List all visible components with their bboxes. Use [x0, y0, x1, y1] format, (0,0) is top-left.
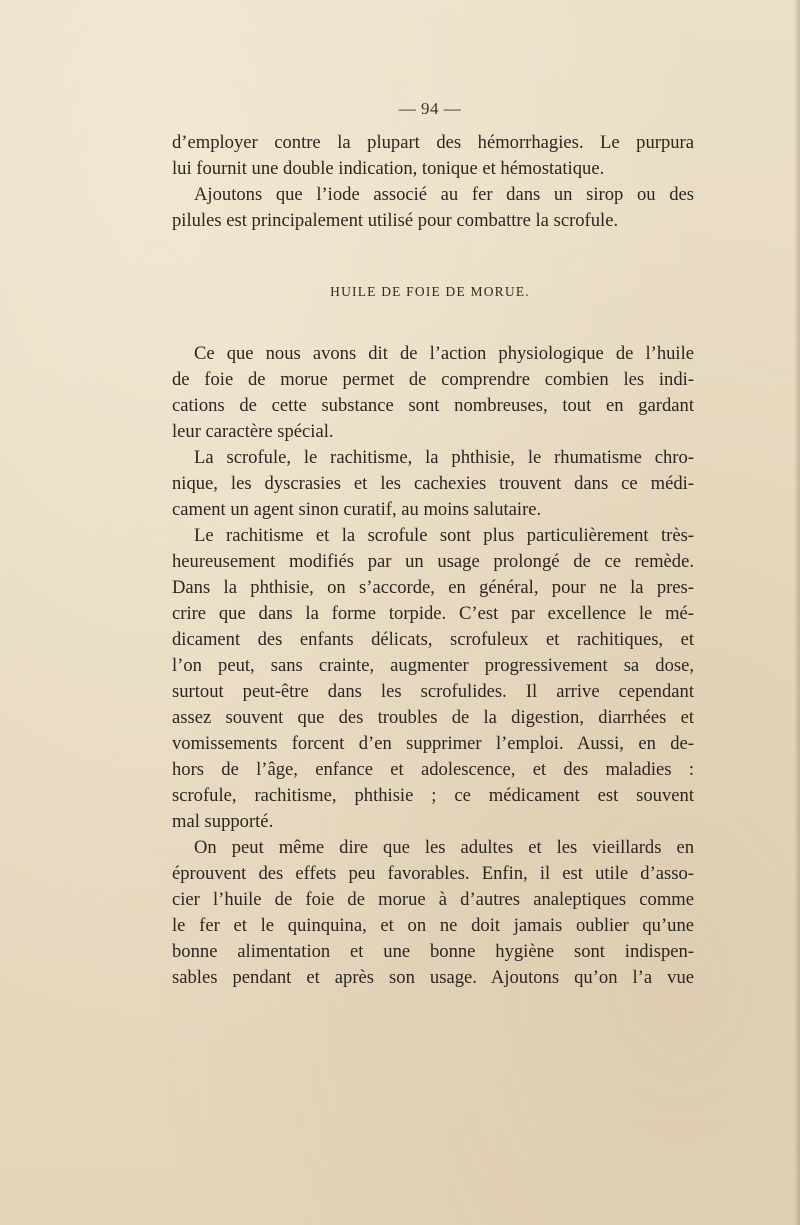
text-line: l’on peut, sans crainte, augmenter progressivement sa dose, — [172, 655, 694, 676]
section-heading: HUILE DE FOIE DE MORUE. — [330, 284, 530, 299]
text-line: hors de l’âge, enfance et adolescence, et des maladies : — [172, 759, 694, 780]
text-line: On peut même dire que les adultes et les vieillards en — [194, 837, 694, 858]
text-line: vomissements forcent d’en supprimer l’emploi. Aussi, en de- — [172, 733, 694, 754]
text-line: nique, les dyscrasies et les cachexies trouvent dans ce médi- — [172, 473, 694, 494]
text-line: Ce que nous avons dit de l’action physiologique de l’huile — [194, 343, 694, 364]
text-line: cier l’huile de foie de morue à d’autres analeptiques comme — [172, 889, 694, 910]
text-line: heureusement modifiés par un usage prolongé de ce remède. — [172, 551, 694, 572]
intro-paragraphs — [172, 130, 694, 234]
text-line: de foie de morue permet de comprendre combien les indi- — [172, 369, 694, 390]
body-paragraphs — [172, 341, 694, 991]
text-line: scrofule, rachitisme, phthisie ; ce médicament est souvent — [172, 785, 694, 806]
text-line: Ajoutons que l’iode associé au fer dans un sirop ou des — [194, 184, 694, 205]
text-line: dicament des enfants délicats, scrofuleux et rachitiques, et — [172, 629, 694, 650]
page-number: — 94 — — [398, 99, 462, 118]
text-line: Le rachitisme et la scrofule sont plus particulièrement très- — [194, 525, 694, 546]
text-line: cament un agent sinon curatif, au moins salutaire. — [172, 499, 542, 520]
text-line: crire que dans la forme torpide. C’est par excellence le mé- — [172, 603, 694, 624]
text-line: lui fournit une double indication, tonique et hémostatique. — [172, 158, 605, 179]
text-line: d’employer contre la plupart des hémorrhagies. Le purpura — [172, 132, 694, 153]
text-line: mal supporté. — [172, 811, 274, 832]
text-line: bonne alimentation et une bonne hygiène sont indispen- — [172, 941, 694, 962]
text-line: éprouvent des effets peu favorables. Enfin, il est utile d’asso- — [172, 863, 694, 884]
text-line: Dans la phthisie, on s’accorde, en général, pour ne la pres- — [172, 577, 694, 598]
text-line: pilules est principalement utilisé pour combattre la scrofule. — [172, 210, 619, 231]
text-line: assez souvent que des troubles de la digestion, diarrhées et — [172, 707, 694, 728]
text-line: le fer et le quinquina, et on ne doit jamais oublier qu’une — [172, 915, 694, 936]
page-edge-shadow — [794, 0, 800, 1225]
text-line: leur caractère spécial. — [172, 421, 334, 442]
text-line: cations de cette substance sont nombreuses, tout en gardant — [172, 395, 694, 416]
text-line: sables pendant et après son usage. Ajoutons qu’on l’a vue — [172, 967, 694, 988]
text-line: La scrofule, le rachitisme, la phthisie, le rhumatisme chro- — [194, 447, 694, 468]
text-line: surtout peut-être dans les scrofulides. Il arrive cependant — [172, 681, 694, 702]
